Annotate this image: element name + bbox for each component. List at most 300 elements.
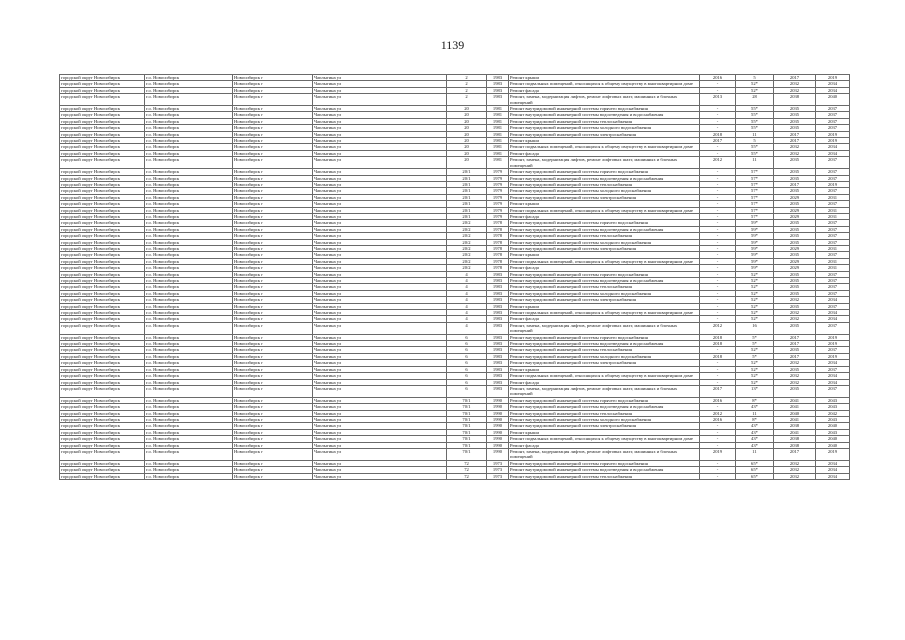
work-type-cell: Ремонт, замена, модернизация лифтов, ремонт лифтовых шахт, машинных и блочных помещений [509, 448, 700, 460]
municipality-cell: г.о. Новосибирск [145, 379, 233, 385]
last-repair-year-cell: 2019 [700, 448, 736, 460]
work-type-cell: Ремонт внутридомовой инженерной системы водоотведения и водоснабжения [509, 226, 700, 232]
district-cell: городской округ Новосибирск [60, 385, 145, 397]
wear-cell: 8* [736, 416, 774, 422]
plan-end-cell: 2031 [816, 207, 850, 213]
municipality-cell: г.о. Новосибирск [145, 252, 233, 258]
last-repair-year-cell: - [700, 169, 736, 175]
house-cell: 20/1 [447, 194, 487, 200]
municipality-cell: г.о. Новосибирск [145, 322, 233, 334]
locality-cell: Новосибирск г [233, 144, 313, 150]
locality-cell: Новосибирск г [233, 175, 313, 181]
wear-cell: 11 [736, 410, 774, 416]
house-cell: 6 [447, 341, 487, 347]
work-type-cell: Ремонт внутридомовой инженерной системы горячего водоснабжения [509, 169, 700, 175]
street-cell: Чаплыгина ул [313, 150, 447, 156]
last-repair-year-cell: - [700, 252, 736, 258]
wear-cell: 5* [736, 334, 774, 340]
last-repair-year-cell: 2016 [700, 397, 736, 403]
house-cell: 70/1 [447, 397, 487, 403]
plan-start-cell: 2041 [774, 404, 816, 410]
plan-end-cell: 2019 [816, 353, 850, 359]
wear-cell: 55* [736, 144, 774, 150]
plan-end-cell: 2037 [816, 112, 850, 118]
municipality-cell: г.о. Новосибирск [145, 334, 233, 340]
work-type-cell: Ремонт внутридомовой инженерной системы холодного водоснабжения [509, 353, 700, 359]
wear-cell: 57* [736, 201, 774, 207]
plan-end-cell: 2037 [816, 233, 850, 239]
last-repair-year-cell: - [700, 360, 736, 366]
plan-end-cell: 2034 [816, 297, 850, 303]
district-cell: городской округ Новосибирск [60, 75, 145, 81]
last-repair-year-cell: 2012 [700, 157, 736, 169]
work-type-cell: Ремонт внутридомовой инженерной системы теплоснабжения [509, 284, 700, 290]
district-cell: городской округ Новосибирск [60, 188, 145, 194]
work-type-cell: Ремонт внутридомовой инженерной системы теплоснабжения [509, 118, 700, 124]
district-cell: городской округ Новосибирск [60, 144, 145, 150]
street-cell: Чаплыгина ул [313, 131, 447, 137]
street-cell: Чаплыгина ул [313, 278, 447, 284]
plan-end-cell: 2043 [816, 416, 850, 422]
work-type-cell: Ремонт внутридомовой инженерной системы теплоснабжения [509, 473, 700, 479]
street-cell: Чаплыгина ул [313, 303, 447, 309]
year-cell: 1979 [487, 194, 509, 200]
last-repair-year-cell: - [700, 297, 736, 303]
table-row [60, 94, 850, 106]
last-repair-year-cell: - [700, 290, 736, 296]
plan-end-cell: 2031 [816, 258, 850, 264]
municipality-cell: г.о. Новосибирск [145, 150, 233, 156]
wear-cell: 11 [736, 448, 774, 460]
locality-cell: Новосибирск г [233, 207, 313, 213]
street-cell: Чаплыгина ул [313, 201, 447, 207]
locality-cell: Новосибирск г [233, 258, 313, 264]
district-cell: городской округ Новосибирск [60, 220, 145, 226]
house-cell: 20/1 [447, 188, 487, 194]
year-cell: 1983 [487, 360, 509, 366]
last-repair-year-cell: - [700, 284, 736, 290]
district-cell: городской округ Новосибирск [60, 81, 145, 87]
locality-cell: Новосибирск г [233, 310, 313, 316]
district-cell: городской округ Новосибирск [60, 322, 145, 334]
house-cell: 4 [447, 271, 487, 277]
wear-cell: 5 [736, 75, 774, 81]
wear-cell: 13* [736, 385, 774, 397]
plan-start-cell: 2035 [774, 175, 816, 181]
district-cell: городской округ Новосибирск [60, 213, 145, 219]
work-type-cell: Ремонт фасада [509, 213, 700, 219]
street-cell: Чаплыгина ул [313, 118, 447, 124]
house-cell: 6 [447, 385, 487, 397]
street-cell: Чаплыгина ул [313, 410, 447, 416]
district-cell: городской округ Новосибирск [60, 297, 145, 303]
plan-start-cell: 2041 [774, 429, 816, 435]
plan-start-cell: 2029 [774, 207, 816, 213]
plan-start-cell: 2029 [774, 265, 816, 271]
work-type-cell: Ремонт внутридомовой инженерной системы электроснабжения [509, 360, 700, 366]
year-cell: 1990 [487, 436, 509, 442]
plan-end-cell: 2037 [816, 278, 850, 284]
house-cell: 20/1 [447, 181, 487, 187]
district-cell: городской округ Новосибирск [60, 150, 145, 156]
last-repair-year-cell: 2013 [700, 94, 736, 106]
wear-cell: 52* [736, 360, 774, 366]
plan-end-cell: 2040 [816, 94, 850, 106]
district-cell: городской округ Новосибирск [60, 423, 145, 429]
municipality-cell: г.о. Новосибирск [145, 239, 233, 245]
plan-start-cell: 2029 [774, 245, 816, 251]
house-cell: 6 [447, 366, 487, 372]
district-cell: городской округ Новосибирск [60, 194, 145, 200]
street-cell: Чаплыгина ул [313, 379, 447, 385]
year-cell: 1981 [487, 144, 509, 150]
district-cell: городской округ Новосибирск [60, 448, 145, 460]
municipality-cell: г.о. Новосибирск [145, 144, 233, 150]
street-cell: Чаплыгина ул [313, 316, 447, 322]
locality-cell: Новосибирск г [233, 360, 313, 366]
last-repair-year-cell: - [700, 436, 736, 442]
last-repair-year-cell: - [700, 467, 736, 473]
street-cell: Чаплыгина ул [313, 106, 447, 112]
plan-end-cell: 2034 [816, 144, 850, 150]
year-cell: 1979 [487, 188, 509, 194]
plan-end-cell: 2037 [816, 220, 850, 226]
street-cell: Чаплыгина ул [313, 385, 447, 397]
district-cell: городской округ Новосибирск [60, 334, 145, 340]
municipality-cell: г.о. Новосибирск [145, 303, 233, 309]
last-repair-year-cell: 2018 [700, 341, 736, 347]
locality-cell: Новосибирск г [233, 94, 313, 106]
municipality-cell: г.о. Новосибирск [145, 467, 233, 473]
district-cell: городской округ Новосибирск [60, 258, 145, 264]
house-cell: 2 [447, 94, 487, 106]
municipality-cell: г.о. Новосибирск [145, 360, 233, 366]
table-row [60, 157, 850, 169]
wear-cell: 43* [736, 436, 774, 442]
last-repair-year-cell: - [700, 226, 736, 232]
municipality-cell: г.о. Новосибирск [145, 265, 233, 271]
plan-end-cell: 2031 [816, 245, 850, 251]
district-cell: городской округ Новосибирск [60, 316, 145, 322]
year-cell: 1990 [487, 448, 509, 460]
work-type-cell: Ремонт крыши [509, 429, 700, 435]
work-type-cell: Ремонт фасада [509, 265, 700, 271]
locality-cell: Новосибирск г [233, 473, 313, 479]
district-cell: городской округ Новосибирск [60, 360, 145, 366]
work-type-cell: Ремонт внутридомовой инженерной системы водоотведения и водоснабжения [509, 341, 700, 347]
plan-start-cell: 2041 [774, 416, 816, 422]
plan-start-cell: 2035 [774, 322, 816, 334]
year-cell: 1983 [487, 385, 509, 397]
municipality-cell: г.о. Новосибирск [145, 157, 233, 169]
wear-cell: 8* [736, 397, 774, 403]
municipality-cell: г.о. Новосибирск [145, 207, 233, 213]
year-cell: 1981 [487, 157, 509, 169]
year-cell: 1990 [487, 429, 509, 435]
plan-start-cell: 2035 [774, 385, 816, 397]
locality-cell: Новосибирск г [233, 334, 313, 340]
plan-start-cell: 2035 [774, 112, 816, 118]
work-type-cell: Ремонт внутридомовой инженерной системы горячего водоснабжения [509, 334, 700, 340]
district-cell: городской округ Новосибирск [60, 436, 145, 442]
locality-cell: Новосибирск г [233, 410, 313, 416]
municipality-cell: г.о. Новосибирск [145, 181, 233, 187]
house-cell: 20/2 [447, 220, 487, 226]
house-cell: 70/1 [447, 410, 487, 416]
locality-cell: Новосибирск г [233, 423, 313, 429]
house-cell: 20/1 [447, 207, 487, 213]
last-repair-year-cell: 2017 [700, 385, 736, 397]
house-cell: 20 [447, 106, 487, 112]
year-cell: 1979 [487, 175, 509, 181]
plan-start-cell: 2032 [774, 360, 816, 366]
plan-end-cell: 2037 [816, 239, 850, 245]
plan-end-cell: 2037 [816, 347, 850, 353]
plan-end-cell: 2034 [816, 360, 850, 366]
municipality-cell: г.о. Новосибирск [145, 194, 233, 200]
year-cell: 1981 [487, 118, 509, 124]
plan-start-cell: 2035 [774, 169, 816, 175]
wear-cell: 16 [736, 322, 774, 334]
plan-start-cell: 2017 [774, 131, 816, 137]
house-cell: 2 [447, 81, 487, 87]
wear-cell: 55* [736, 112, 774, 118]
work-type-cell: Ремонт внутридомовой инженерной системы горячего водоснабжения [509, 220, 700, 226]
last-repair-year-cell: 2017 [700, 138, 736, 144]
street-cell: Чаплыгина ул [313, 125, 447, 131]
street-cell: Чаплыгина ул [313, 220, 447, 226]
locality-cell: Новосибирск г [233, 239, 313, 245]
year-cell: 1983 [487, 81, 509, 87]
district-cell: городской округ Новосибирск [60, 157, 145, 169]
last-repair-year-cell: 2016 [700, 75, 736, 81]
wear-cell: 57* [736, 181, 774, 187]
municipality-cell: г.о. Новосибирск [145, 353, 233, 359]
house-cell: 2 [447, 87, 487, 93]
plan-end-cell: 2040 [816, 423, 850, 429]
locality-cell: Новосибирск г [233, 118, 313, 124]
street-cell: Чаплыгина ул [313, 81, 447, 87]
plan-start-cell: 2038 [774, 423, 816, 429]
house-cell: 6 [447, 379, 487, 385]
street-cell: Чаплыгина ул [313, 226, 447, 232]
plan-end-cell: 2031 [816, 194, 850, 200]
street-cell: Чаплыгина ул [313, 213, 447, 219]
house-cell: 70/1 [447, 423, 487, 429]
plan-end-cell: 2019 [816, 75, 850, 81]
table-row [60, 385, 850, 397]
year-cell: 1983 [487, 284, 509, 290]
wear-cell: 57* [736, 175, 774, 181]
district-cell: городской округ Новосибирск [60, 353, 145, 359]
wear-cell: 55* [736, 118, 774, 124]
wear-cell: 59* [736, 239, 774, 245]
work-type-cell: Ремонт внутридомовой инженерной системы электроснабжения [509, 245, 700, 251]
work-type-cell: Ремонт фасада [509, 379, 700, 385]
last-repair-year-cell: - [700, 379, 736, 385]
wear-cell: 5* [736, 341, 774, 347]
wear-cell: 43* [736, 429, 774, 435]
municipality-cell: г.о. Новосибирск [145, 373, 233, 379]
street-cell: Чаплыгина ул [313, 322, 447, 334]
wear-cell: 55* [736, 106, 774, 112]
locality-cell: Новосибирск г [233, 385, 313, 397]
year-cell: 1983 [487, 271, 509, 277]
plan-end-cell: 2037 [816, 366, 850, 372]
district-cell: городской округ Новосибирск [60, 278, 145, 284]
year-cell: 1990 [487, 404, 509, 410]
locality-cell: Новосибирск г [233, 297, 313, 303]
district-cell: городской округ Новосибирск [60, 397, 145, 403]
district-cell: городской округ Новосибирск [60, 410, 145, 416]
locality-cell: Новосибирск г [233, 397, 313, 403]
work-type-cell: Ремонт фасада [509, 316, 700, 322]
locality-cell: Новосибирск г [233, 131, 313, 137]
house-cell: 20/1 [447, 213, 487, 219]
year-cell: 1979 [487, 207, 509, 213]
page-number: 1139 [440, 38, 465, 52]
street-cell: Чаплыгина ул [313, 397, 447, 403]
municipality-cell: г.о. Новосибирск [145, 213, 233, 219]
district-cell: городской округ Новосибирск [60, 379, 145, 385]
plan-end-cell: 2037 [816, 118, 850, 124]
year-cell: 1990 [487, 423, 509, 429]
last-repair-year-cell: - [700, 265, 736, 271]
municipality-cell: г.о. Новосибирск [145, 442, 233, 448]
locality-cell: Новосибирск г [233, 322, 313, 334]
street-cell: Чаплыгина ул [313, 360, 447, 366]
plan-start-cell: 2041 [774, 397, 816, 403]
work-type-cell: Ремонт подвальных помещений, относящихся к общему имуществу в многоквартирном доме [509, 144, 700, 150]
house-cell: 72 [447, 460, 487, 466]
last-repair-year-cell: - [700, 473, 736, 479]
plan-start-cell: 2035 [774, 239, 816, 245]
plan-start-cell: 2038 [774, 94, 816, 106]
plan-start-cell: 2029 [774, 194, 816, 200]
work-type-cell: Ремонт фасада [509, 150, 700, 156]
municipality-cell: г.о. Новосибирск [145, 271, 233, 277]
locality-cell: Новосибирск г [233, 278, 313, 284]
house-cell: 20/2 [447, 265, 487, 271]
year-cell: 1981 [487, 150, 509, 156]
street-cell: Чаплыгина ул [313, 341, 447, 347]
last-repair-year-cell: - [700, 118, 736, 124]
work-type-cell: Ремонт подвальных помещений, относящихся к общему имуществу в многоквартирном доме [509, 310, 700, 316]
plan-end-cell: 2043 [816, 429, 850, 435]
locality-cell: Новосибирск г [233, 379, 313, 385]
work-type-cell: Ремонт внутридомовой инженерной системы электроснабжения [509, 423, 700, 429]
house-cell: 4 [447, 290, 487, 296]
house-cell: 6 [447, 347, 487, 353]
last-repair-year-cell: 2018 [700, 131, 736, 137]
house-cell: 20 [447, 118, 487, 124]
plan-start-cell: 2029 [774, 258, 816, 264]
house-cell: 4 [447, 297, 487, 303]
house-cell: 20 [447, 131, 487, 137]
street-cell: Чаплыгина ул [313, 353, 447, 359]
last-repair-year-cell: - [700, 144, 736, 150]
municipality-cell: г.о. Новосибирск [145, 106, 233, 112]
municipality-cell: г.о. Новосибирск [145, 404, 233, 410]
house-cell: 70/1 [447, 442, 487, 448]
municipality-cell: г.о. Новосибирск [145, 245, 233, 251]
house-cell: 20/1 [447, 201, 487, 207]
repair-schedule-table [59, 74, 850, 480]
work-type-cell: Ремонт фасада [509, 87, 700, 93]
plan-start-cell: 2032 [774, 316, 816, 322]
plan-end-cell: 2037 [816, 226, 850, 232]
plan-start-cell: 2032 [774, 373, 816, 379]
year-cell: 1990 [487, 416, 509, 422]
plan-end-cell: 2034 [816, 150, 850, 156]
year-cell: 1983 [487, 297, 509, 303]
locality-cell: Новосибирск г [233, 347, 313, 353]
locality-cell: Новосибирск г [233, 341, 313, 347]
year-cell: 1981 [487, 125, 509, 131]
district-cell: городской округ Новосибирск [60, 181, 145, 187]
plan-end-cell: 2031 [816, 265, 850, 271]
street-cell: Чаплыгина ул [313, 373, 447, 379]
year-cell: 1983 [487, 303, 509, 309]
house-cell: 4 [447, 310, 487, 316]
year-cell: 1978 [487, 233, 509, 239]
locality-cell: Новосибирск г [233, 436, 313, 442]
wear-cell: 55* [736, 125, 774, 131]
plan-start-cell: 2035 [774, 366, 816, 372]
municipality-cell: г.о. Новосибирск [145, 169, 233, 175]
plan-start-cell: 2017 [774, 181, 816, 187]
plan-end-cell: 2040 [816, 442, 850, 448]
municipality-cell: г.о. Новосибирск [145, 416, 233, 422]
plan-end-cell: 2037 [816, 290, 850, 296]
plan-end-cell: 2034 [816, 81, 850, 87]
street-cell: Чаплыгина ул [313, 265, 447, 271]
house-cell: 4 [447, 316, 487, 322]
last-repair-year-cell: - [700, 233, 736, 239]
district-cell: городской округ Новосибирск [60, 416, 145, 422]
municipality-cell: г.о. Новосибирск [145, 220, 233, 226]
street-cell: Чаплыгина ул [313, 423, 447, 429]
locality-cell: Новосибирск г [233, 404, 313, 410]
locality-cell: Новосибирск г [233, 416, 313, 422]
house-cell: 20/2 [447, 245, 487, 251]
year-cell: 1983 [487, 75, 509, 81]
year-cell: 1979 [487, 213, 509, 219]
year-cell: 1983 [487, 322, 509, 334]
street-cell: Чаплыгина ул [313, 366, 447, 372]
street-cell: Чаплыгина ул [313, 448, 447, 460]
wear-cell: 52* [736, 366, 774, 372]
district-cell: городской округ Новосибирск [60, 125, 145, 131]
plan-start-cell: 2017 [774, 341, 816, 347]
locality-cell: Новосибирск г [233, 201, 313, 207]
street-cell: Чаплыгина ул [313, 416, 447, 422]
plan-start-cell: 2017 [774, 353, 816, 359]
last-repair-year-cell: 2012 [700, 322, 736, 334]
last-repair-year-cell: - [700, 258, 736, 264]
locality-cell: Новосибирск г [233, 87, 313, 93]
last-repair-year-cell: - [700, 112, 736, 118]
locality-cell: Новосибирск г [233, 169, 313, 175]
last-repair-year-cell: - [700, 404, 736, 410]
house-cell: 4 [447, 284, 487, 290]
last-repair-year-cell: - [700, 194, 736, 200]
wear-cell: 43* [736, 423, 774, 429]
plan-start-cell: 2035 [774, 157, 816, 169]
house-cell: 20/2 [447, 252, 487, 258]
year-cell: 1978 [487, 252, 509, 258]
work-type-cell: Ремонт внутридомовой инженерной системы горячего водоснабжения [509, 271, 700, 277]
